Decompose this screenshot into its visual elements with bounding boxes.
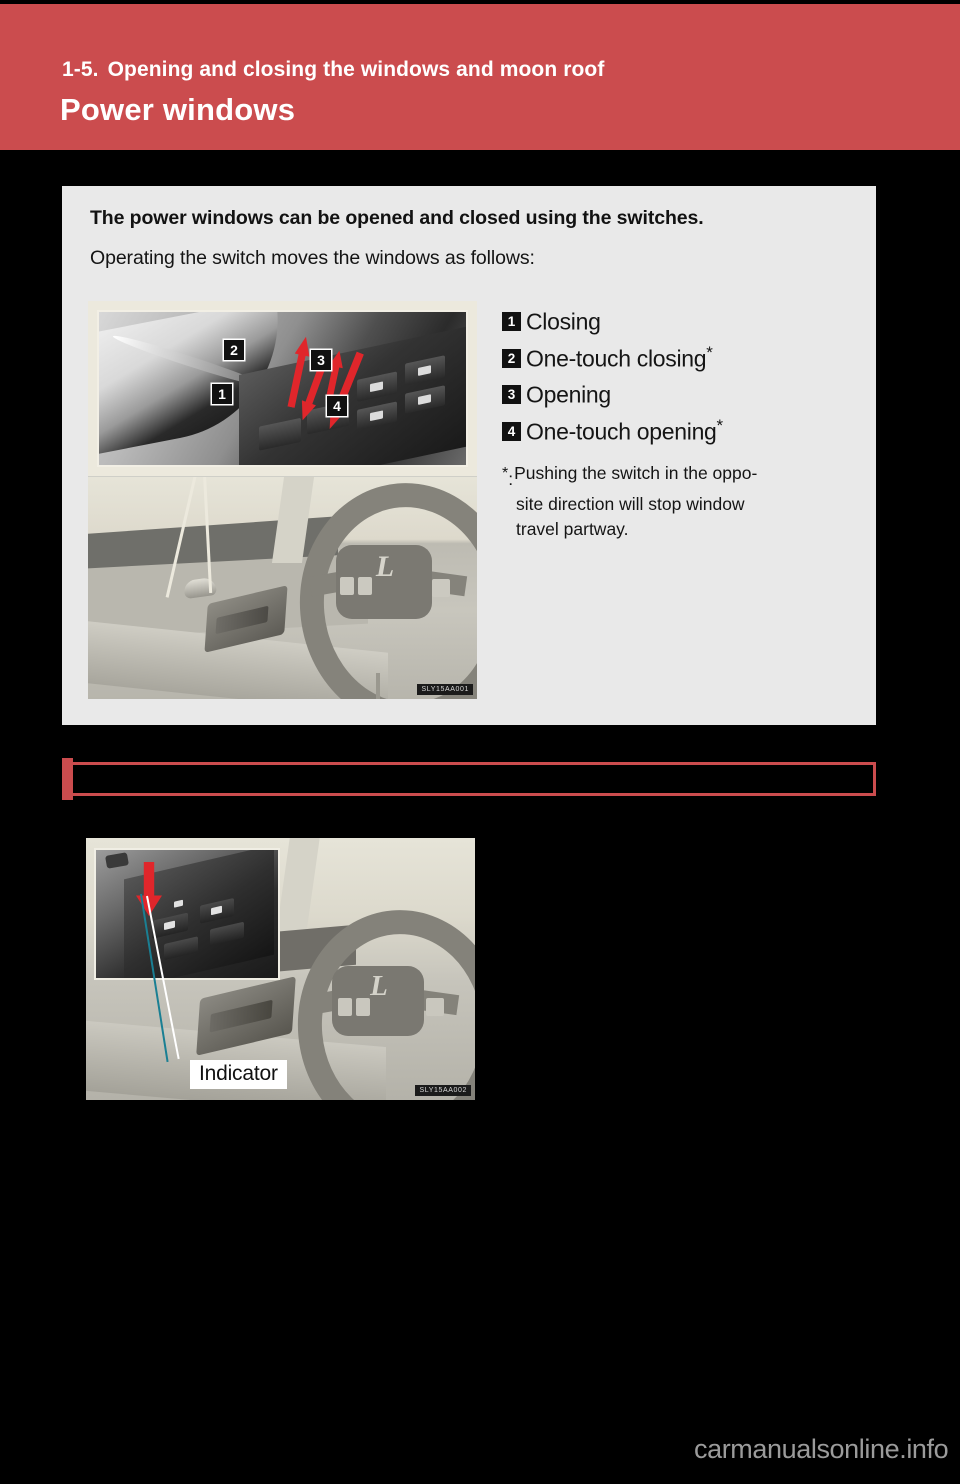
- list-label-2: [526, 343, 713, 373]
- footnote-first-line: [502, 461, 852, 492]
- list-label-1: [526, 306, 601, 336]
- figure-code: SLY15AA001: [417, 684, 473, 695]
- window-switch-key: [259, 418, 301, 451]
- figure-cabin-photo: [88, 477, 477, 699]
- section-divider-bar: [62, 762, 876, 796]
- switch-glyph-icon: [418, 365, 431, 376]
- window-switch-key: [405, 355, 445, 386]
- mirror-switch-icon: [105, 852, 129, 869]
- section-number: 1-5.: [62, 58, 99, 81]
- footnote-line-1: Pushing the switch in the oppo-: [514, 463, 758, 483]
- indicator-label: Indicator: [190, 1060, 287, 1089]
- page-header-band: [0, 4, 960, 150]
- list-item: [502, 306, 854, 336]
- window-switch-key: [357, 371, 397, 402]
- footnote-marker-star: *: [502, 465, 509, 482]
- site-watermark: carmanualsonline.info: [694, 1434, 949, 1464]
- list-badge-2: 2: [502, 349, 521, 368]
- steering-wheel-button: [356, 998, 370, 1016]
- footnote-block: [502, 461, 852, 542]
- switch-closeup-image: [97, 310, 468, 467]
- footnote-star: *: [706, 342, 713, 362]
- figure-code: SLY15AA002: [415, 1085, 471, 1096]
- figure-callout-4: 4: [327, 396, 347, 416]
- steering-wheel-button: [340, 577, 354, 595]
- figure-callout-2: 2: [224, 340, 244, 360]
- window-lock-switch: [152, 913, 188, 939]
- list-item: [502, 416, 854, 446]
- figure-inset-switch-closeup: [88, 301, 477, 476]
- switch-glyph-icon: [211, 906, 222, 916]
- footnote-marker: [502, 461, 513, 492]
- switch-glyph-icon: [164, 921, 175, 931]
- figure-power-window-switches: [88, 301, 477, 699]
- footnote-line-3: travel partway.: [516, 518, 629, 539]
- switch-glyph-icon: [370, 381, 383, 392]
- figure-callout-1: 1: [212, 384, 232, 404]
- steering-column: [376, 673, 380, 699]
- content-panel: [62, 186, 876, 725]
- indicator-lamp-icon: [174, 900, 183, 908]
- list-label-text: One-touch closing: [526, 345, 707, 372]
- section-divider-tab: [62, 758, 73, 800]
- steering-wheel-button: [338, 998, 352, 1016]
- page-title: Power windows: [60, 92, 296, 127]
- list-item: [502, 343, 854, 373]
- footnote-marker-colon: :: [508, 468, 514, 489]
- list-badge-1: 1: [502, 312, 521, 331]
- figure-inset-lock-switch: [94, 848, 280, 980]
- switch-glyph-icon: [418, 394, 431, 405]
- window-switch-key: [357, 401, 397, 430]
- window-switch-key: [210, 922, 244, 946]
- list-label-text: Opening: [526, 381, 611, 408]
- list-item: [502, 379, 854, 409]
- lexus-logo-icon: L: [375, 550, 395, 583]
- list-label-4: [526, 416, 723, 446]
- switch-function-list: [502, 306, 854, 453]
- panel-heading: The power windows can be opened and closed using the switches.: [90, 207, 704, 229]
- window-switch-key: [405, 385, 445, 414]
- steering-wheel-button: [358, 577, 372, 595]
- list-label-text: Closing: [526, 308, 601, 335]
- window-switch-key: [164, 936, 198, 960]
- list-badge-4: 4: [502, 422, 521, 441]
- steering-wheel-button: [426, 998, 444, 1016]
- window-switch-key: [200, 898, 234, 924]
- breadcrumb: [62, 58, 604, 82]
- section-title: Opening and closing the windows and moon roof: [107, 58, 605, 81]
- lexus-logo-icon: L: [370, 970, 388, 1002]
- figure-callout-3: 3: [311, 350, 331, 370]
- list-badge-3: 3: [502, 385, 521, 404]
- footnote-star: *: [716, 415, 723, 435]
- switch-glyph-icon: [370, 410, 383, 421]
- list-label-text: One-touch opening: [526, 418, 717, 445]
- steering-wheel-button: [432, 579, 450, 597]
- list-label-3: [526, 379, 611, 409]
- panel-subheading: Operating the switch moves the windows as follows:: [90, 247, 535, 269]
- figure-window-lock-indicator: [86, 838, 475, 1100]
- footnote-line-2: site direction will stop window: [516, 493, 745, 514]
